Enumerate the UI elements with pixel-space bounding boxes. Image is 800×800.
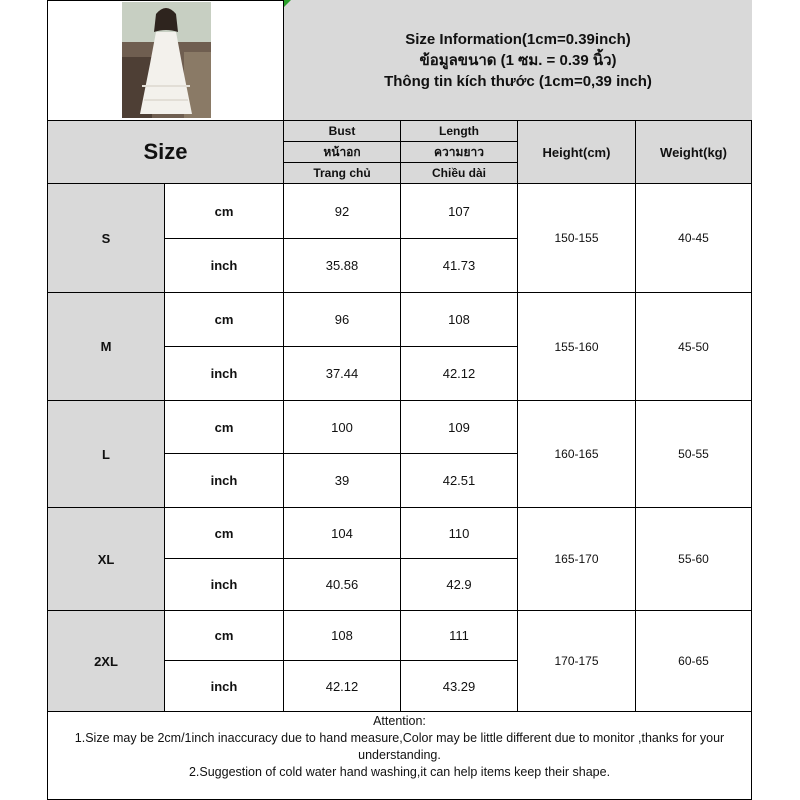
length-inch-value: 42.9 <box>401 559 518 611</box>
bust-inch-value: 39 <box>284 454 401 508</box>
length-header-en: Length <box>401 121 518 142</box>
length-cm-value: 110 <box>401 508 518 559</box>
size-name-s: S <box>48 184 165 293</box>
bust-cm-value: 108 <box>284 611 401 661</box>
weight-range: 60-65 <box>636 611 752 712</box>
attention-notes <box>48 712 751 799</box>
info-line-th: ข้อมูลขนาด (1 ซม. = 0.39 นิ้ว) <box>419 51 617 69</box>
height-range: 165-170 <box>518 508 636 611</box>
bust-header-vi: Trang chủ <box>284 163 401 184</box>
weight-column-header: Weight(kg) <box>636 121 752 184</box>
bust-inch-value: 35.88 <box>284 239 401 293</box>
bust-inch-value: 40.56 <box>284 559 401 611</box>
product-photo-area <box>47 2 211 118</box>
length-cm-value: 108 <box>401 293 518 347</box>
bust-cm-value: 100 <box>284 401 401 454</box>
height-range: 150-155 <box>518 184 636 293</box>
bust-cm-value: 92 <box>284 184 401 239</box>
size-column-header: Size <box>48 121 284 184</box>
unit-label-inch: inch <box>165 347 284 401</box>
weight-range: 40-45 <box>636 184 752 293</box>
size-name-l: L <box>48 401 165 508</box>
unit-label-cm: cm <box>165 293 284 347</box>
unit-label-inch: inch <box>165 454 284 508</box>
length-header-vi: Chiều dài <box>401 163 518 184</box>
height-range: 155-160 <box>518 293 636 401</box>
size-name-2xl: 2XL <box>48 611 165 712</box>
notes-line-2: 2.Suggestion of cold water hand washing,it can help items keep their shape. <box>188 765 611 779</box>
length-inch-value: 41.73 <box>401 239 518 293</box>
bust-cm-value: 104 <box>284 508 401 559</box>
unit-label-inch: inch <box>165 239 284 293</box>
bust-inch-value: 37.44 <box>284 347 401 401</box>
bust-cm-value: 96 <box>284 293 401 347</box>
length-inch-value: 42.12 <box>401 347 518 401</box>
size-name-xl: XL <box>48 508 165 611</box>
info-line-en: Size Information(1cm=0.39inch) <box>405 30 631 48</box>
length-inch-value: 43.29 <box>401 661 518 712</box>
length-cm-value: 107 <box>401 184 518 239</box>
length-header-th: ความยาว <box>401 142 518 163</box>
length-cm-value: 111 <box>401 611 518 661</box>
height-range: 160-165 <box>518 401 636 508</box>
weight-range: 50-55 <box>636 401 752 508</box>
unit-label-cm: cm <box>165 401 284 454</box>
length-cm-value: 109 <box>401 401 518 454</box>
height-range: 170-175 <box>518 611 636 712</box>
weight-range: 45-50 <box>636 293 752 401</box>
unit-label-cm: cm <box>165 611 284 661</box>
size-name-m: M <box>48 293 165 401</box>
bust-inch-value: 42.12 <box>284 661 401 712</box>
product-photo <box>122 2 211 118</box>
unit-label-inch: inch <box>165 661 284 712</box>
unit-label-inch: inch <box>165 559 284 611</box>
weight-range: 55-60 <box>636 508 752 611</box>
corner-marker-icon <box>284 0 291 7</box>
info-line-vi: Thông tin kích thước (1cm=0,39 inch) <box>384 72 652 90</box>
bust-header-en: Bust <box>284 121 401 142</box>
notes-title: Attention: <box>373 714 426 728</box>
height-column-header: Height(cm) <box>518 121 636 184</box>
length-inch-value: 42.51 <box>401 454 518 508</box>
unit-label-cm: cm <box>165 508 284 559</box>
bust-header-th: หน้าอก <box>284 142 401 163</box>
unit-label-cm: cm <box>165 184 284 239</box>
model-in-white-dress-image <box>122 2 211 118</box>
notes-line-1: 1.Size may be 2cm/1inch inaccuracy due to hand measure,Color may be little different due to monitor ,thanks for your understanding. <box>74 731 725 762</box>
size-information-header <box>283 0 752 121</box>
